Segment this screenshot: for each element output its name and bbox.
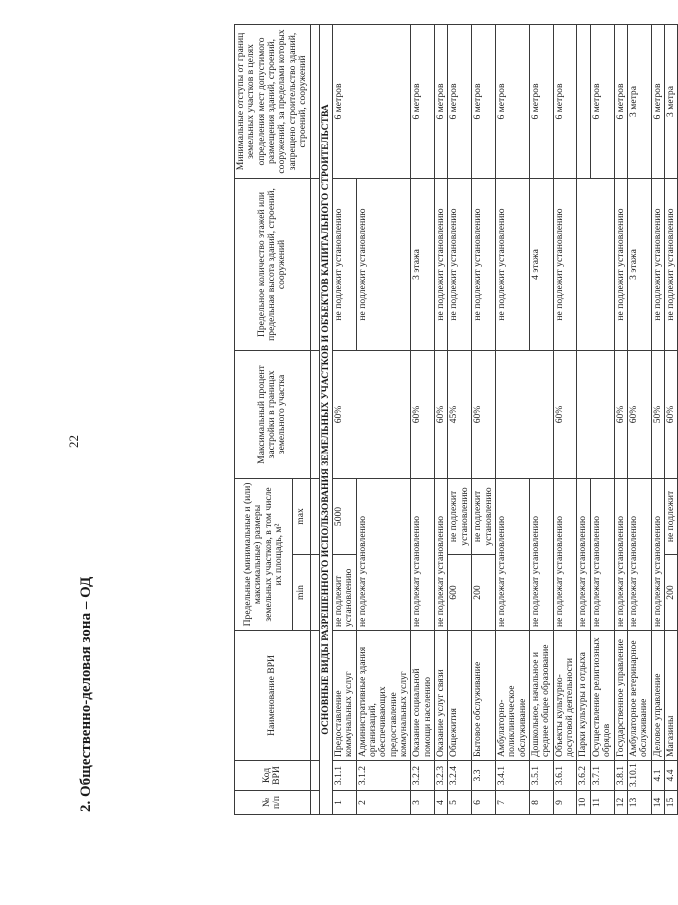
- table-row: [651, 24, 664, 814]
- cell-percent: 60%: [627, 350, 651, 478]
- cell-floors: не подлежит установлению: [553, 178, 577, 350]
- cell-percent: 60%: [435, 350, 448, 478]
- cell-percent: 60%: [472, 350, 496, 478]
- column-spacer-row: [310, 24, 319, 814]
- cell-code: 3.6.2: [577, 761, 590, 791]
- cell-num: 7: [495, 791, 529, 815]
- cell-code: 3.10.1: [627, 761, 651, 791]
- cell-setback: 6 метров: [435, 24, 448, 178]
- cell-num: 4: [435, 791, 448, 815]
- cell-floors: 3 этажа: [411, 178, 435, 350]
- cell-name: Общежития: [448, 631, 472, 761]
- cell-num: 3: [411, 791, 435, 815]
- table-row: [411, 24, 435, 814]
- table-row: [332, 24, 356, 814]
- cell-name: Объекты культурно-досуговой деятельности: [553, 631, 577, 761]
- cell-size: не подлежат установлению: [590, 478, 614, 630]
- cell-setback: 6 метров: [495, 24, 529, 178]
- cell-num: 11: [590, 791, 614, 815]
- cell-num: 15: [664, 791, 677, 815]
- cell-setback: [577, 24, 590, 178]
- cell-percent: 60%: [332, 350, 411, 478]
- cell-size: не подлежат установлению: [651, 478, 664, 630]
- table-row: [435, 24, 448, 814]
- cell-code: 3.7.1: [590, 761, 614, 791]
- header-name: Наименование ВРИ: [235, 631, 311, 761]
- cell-name: Осуществление религиозных обрядов: [590, 631, 614, 761]
- cell-setback: 6 метров: [411, 24, 435, 178]
- cell-max: не подлежит установлению: [472, 478, 496, 554]
- cell-percent: [495, 350, 553, 478]
- cell-code: 4.1: [651, 761, 664, 791]
- header-max: max: [293, 478, 310, 554]
- cell-percent: 60%: [553, 350, 577, 478]
- header-row: [235, 24, 293, 814]
- header-floors: Предельное количество этажей или предельная высота зданий, строений, сооружений: [235, 178, 311, 350]
- cell-max: 5000: [332, 478, 356, 554]
- cell-code: 3.2.4: [448, 761, 472, 791]
- cell-code: 4.4: [664, 761, 677, 791]
- table-row: [472, 24, 496, 814]
- cell-setback: 6 метров: [529, 24, 553, 178]
- cell-name: Магазины: [664, 631, 677, 761]
- page-number: 22: [66, 435, 81, 448]
- cell-code: 3.5.1: [529, 761, 553, 791]
- cell-percent: 60%: [411, 350, 435, 478]
- cell-name: Административные здания организаций, обеспечивающих предоставление коммунальных услуг: [356, 631, 411, 761]
- cell-name: Государственное управление: [614, 631, 627, 761]
- cell-setback: 6 метров: [448, 24, 472, 178]
- cell-name: Оказание социальной помощи населению: [411, 631, 435, 761]
- cell-name: Амбулаторное ветеринарное обслуживание: [627, 631, 651, 761]
- cell-name: Оказание услуг связи: [435, 631, 448, 761]
- header-size: Предельные (минимальные и (или) максимальные) размеры земельных участков, в том числе их площадь, м²: [235, 478, 293, 630]
- cell-floors: не подлежит установлению: [435, 178, 448, 350]
- cell-size: не подлежат установлению: [614, 478, 627, 630]
- cell-name: Амбулаторно-поликлиническое обслуживание: [495, 631, 529, 761]
- cell-num: 12: [614, 791, 627, 815]
- cell-code: 3.1.2: [356, 761, 411, 791]
- header-code: Код ВРИ: [235, 761, 311, 791]
- cell-setback: 6 метров: [590, 24, 614, 178]
- cell-code: 3.8.1: [614, 761, 627, 791]
- zone-regulations-table: [234, 24, 678, 815]
- cell-num: 10: [577, 791, 590, 815]
- table-row: [664, 24, 677, 814]
- cell-percent: 45%: [448, 350, 472, 478]
- cell-size: не подлежат установлению: [356, 478, 411, 630]
- cell-floors: не подлежит установлению: [332, 178, 356, 350]
- cell-percent: [577, 350, 614, 478]
- cell-size: не подлежат установлению: [529, 478, 553, 630]
- cell-size: не подлежат установлению: [553, 478, 577, 630]
- cell-min: 200: [664, 555, 677, 631]
- cell-name: Деловое управление: [651, 631, 664, 761]
- cell-num: 13: [627, 791, 651, 815]
- cell-code: 3.1.1: [332, 761, 356, 791]
- cell-min: 600: [448, 555, 472, 631]
- cell-setback: 3 метра: [664, 24, 677, 178]
- cell-percent: 50%: [651, 350, 664, 478]
- cell-num: 1: [332, 791, 356, 815]
- table-row: [553, 24, 577, 814]
- cell-floors: не подлежит установлению: [356, 178, 411, 350]
- cell-num: 6: [472, 791, 496, 815]
- cell-num: 8: [529, 791, 553, 815]
- rotated-table-wrapper: [234, 25, 676, 815]
- cell-setback: 3 метра: [627, 24, 651, 178]
- cell-min: 200: [472, 555, 496, 631]
- cell-num: 2: [356, 791, 411, 815]
- table-row: [448, 24, 472, 814]
- cell-name: Бытовое обслуживание: [472, 631, 496, 761]
- cell-floors: [577, 178, 614, 350]
- cell-floors: не подлежит установлению: [614, 178, 627, 350]
- header-min: min: [293, 555, 310, 631]
- cell-setback: 6 метров: [553, 24, 577, 178]
- cell-setback: 6 метров: [614, 24, 627, 178]
- cell-name: Дошкольное, начальное и среднее общее образование: [529, 631, 553, 761]
- cell-max: не подлежит установлению: [448, 478, 472, 554]
- section-row: [319, 24, 332, 814]
- cell-code: 3.2.3: [435, 761, 448, 791]
- cell-max: не подлежит: [664, 478, 677, 554]
- header-num: № п/п: [235, 791, 311, 815]
- cell-size: не подлежат установлению: [627, 478, 651, 630]
- cell-code: 3.4.1: [495, 761, 529, 791]
- section-title: ОСНОВНЫЕ ВИДЫ РАЗРЕШЕННОГО ИСПОЛЬЗОВАНИЯ ЗЕМЕЛЬНЫХ УЧАСТКОВ И ОБЪЕКТОВ КАПИТАЛЬНОГО СТРОИТЕЛЬСТВА: [319, 24, 332, 814]
- cell-percent: 60%: [614, 350, 627, 478]
- cell-code: 3.6.1: [553, 761, 577, 791]
- cell-size: не подлежат установлению: [435, 478, 448, 630]
- cell-num: 9: [553, 791, 577, 815]
- cell-floors: 3 этажа: [627, 178, 651, 350]
- cell-min: не подлежит установлению: [332, 555, 356, 631]
- document-title: 2. Общественно-деловая зона – ОД: [78, 576, 94, 812]
- cell-floors: 4 этажа: [529, 178, 553, 350]
- cell-floors: не подлежит установлению: [651, 178, 664, 350]
- cell-setback: 6 метров: [651, 24, 664, 178]
- header-setback: Минимальные отступы от границ земельных участков в целях определения мест допустимого размещения зданий, строений, сооружений, за пределами которых запрещено строительство зданий, строений, сооружений: [235, 24, 311, 178]
- cell-num: 14: [651, 791, 664, 815]
- cell-name: Предоставление коммунальных услуг: [332, 631, 356, 761]
- cell-code: 3.2.2: [411, 761, 435, 791]
- header-percent: Максимальный процент застройки в границах земельного участка: [235, 350, 311, 478]
- cell-floors: не подлежит установлению: [495, 178, 529, 350]
- table-row: [577, 24, 590, 814]
- cell-floors: не подлежит установлению: [664, 178, 677, 350]
- table-row: [614, 24, 627, 814]
- cell-size: не подлежат установлению: [577, 478, 590, 630]
- cell-name: Парки культуры и отдыха: [577, 631, 590, 761]
- cell-setback: 6 метров: [332, 24, 411, 178]
- cell-size: не подлежат установлению: [495, 478, 529, 630]
- cell-percent: 60%: [664, 350, 677, 478]
- cell-size: не подлежат установлению: [411, 478, 435, 630]
- cell-num: 5: [448, 791, 472, 815]
- table-row: [495, 24, 529, 814]
- cell-code: 3.3: [472, 761, 496, 791]
- table-row: [627, 24, 651, 814]
- cell-setback: 6 метров: [472, 24, 496, 178]
- cell-floors: не подлежит установлению: [472, 178, 496, 350]
- cell-floors: не подлежит установлению: [448, 178, 472, 350]
